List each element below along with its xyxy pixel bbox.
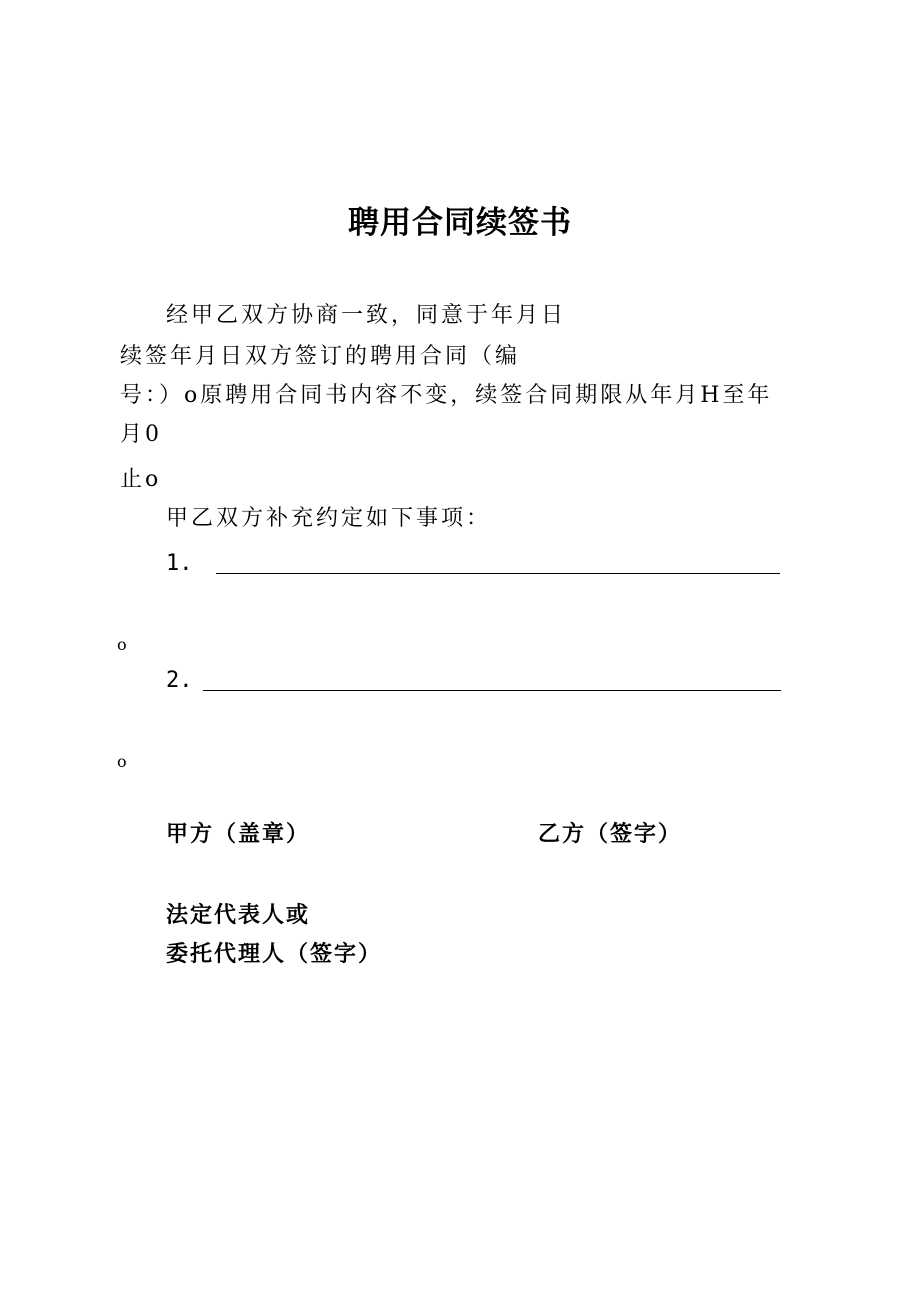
paragraph-line-1: 经甲乙双方协商一致，同意于年月日 (166, 303, 567, 328)
item-2-fill-line (203, 690, 781, 691)
party-a-seal-label: 甲方（盖章） (166, 821, 311, 847)
authorized-agent-signature-label: 委托代理人（签字） (166, 941, 383, 967)
paragraph-line-3: 号：）o原聘用合同书内容不变，续签合同期限从年月H至年 (120, 383, 773, 408)
party-b-signature-label: 乙方（签字） (538, 821, 683, 847)
paragraph-line-5: 止o (120, 467, 162, 492)
document-title: 聘用合同续签书 (348, 205, 572, 241)
paragraph-line-2: 续签年月日双方签订的聘用合同（编 (120, 344, 521, 369)
item-1-number: 1. (166, 551, 193, 576)
item-1-end-mark: o (117, 635, 127, 654)
legal-representative-label: 法定代表人或 (166, 902, 311, 928)
supplement-heading: 甲乙双方补充约定如下事项： (166, 506, 492, 531)
item-2-end-mark: o (117, 752, 127, 771)
item-2-number: 2. (166, 668, 193, 693)
paragraph-line-4: 月0 (120, 422, 162, 447)
item-1-fill-line (216, 573, 780, 574)
